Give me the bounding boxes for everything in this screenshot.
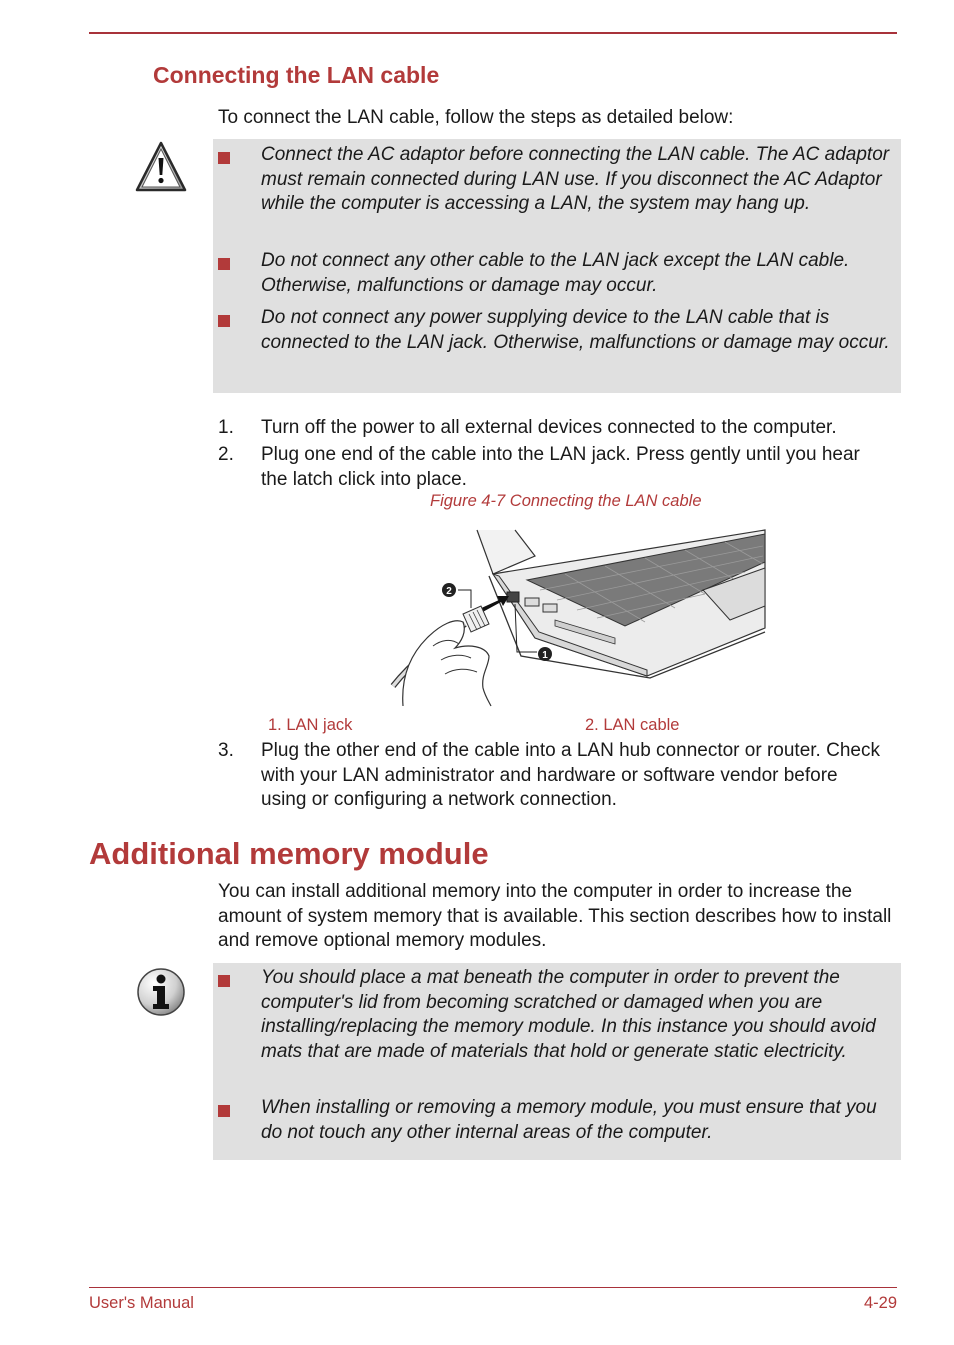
- bullet-square-icon: [218, 1105, 230, 1117]
- lan-cable-figure: [385, 528, 770, 713]
- warning-note-text: Do not connect any other cable to the LAN jack except the LAN cable. Otherwise, malfunctions or damage may occur.: [261, 250, 850, 296]
- memory-intro-paragraph: You can install additional memory into the computer in order to increase the amount of system memory that is available. This section describes how to install and remove optional memory modules.: [218, 881, 892, 951]
- warning-triangle-icon: [135, 140, 187, 200]
- bullet-square-icon: [218, 258, 230, 270]
- bullet-square-icon: [218, 975, 230, 987]
- bullet-square-icon: [218, 315, 230, 327]
- step-number: 1.: [218, 417, 234, 438]
- footer-page-number: 4-29: [863, 1294, 897, 1312]
- info-note-text: When installing or removing a memory module, you must ensure that you do not touch any other internal areas of the computer.: [261, 1097, 877, 1143]
- step-text: Plug one end of the cable into the LAN jack. Press gently until you hear the latch click into place.: [261, 444, 860, 490]
- bullet-square-icon: [218, 152, 230, 164]
- footer-manual-title: User's Manual: [89, 1294, 194, 1312]
- step-text: Turn off the power to all external devices connected to the computer.: [261, 417, 837, 438]
- figure-caption: Figure 4-7 Connecting the LAN cable: [430, 492, 702, 510]
- warning-note-box: [213, 139, 901, 393]
- footer-rule: [89, 1287, 897, 1288]
- warning-note-text: Do not connect any power supplying device to the LAN cable that is connected to the LAN jack. Otherwise, malfunctions or damage may occur.: [261, 307, 890, 353]
- step-number: 2.: [218, 444, 234, 465]
- section-heading: Connecting the LAN cable: [153, 62, 440, 88]
- callout-1-number: 1: [542, 650, 548, 661]
- intro-paragraph: To connect the LAN cable, follow the steps as detailed below:: [218, 107, 734, 128]
- step-number: 3.: [218, 740, 234, 761]
- warning-note-text: Connect the AC adaptor before connecting the LAN cable. The AC adaptor must remain connected during LAN use. If you disconnect the AC Adaptor while the computer is accessing a LAN, the system may hang up.: [261, 144, 890, 214]
- header-rule: [89, 32, 897, 34]
- info-note-text: You should place a mat beneath the computer in order to prevent the computer's lid from becoming scratched or damaged when you are installing/replacing the memory module. In this instance you should avoid mats that are made of materials that hold or generate static electricity.: [261, 967, 876, 1062]
- step-text: Plug the other end of the cable into a LAN hub connector or router. Check with your LAN administrator and hardware or software vendor before using or configuring a network connection.: [261, 740, 880, 810]
- figure-label-lan-cable: 2. LAN cable: [585, 716, 680, 734]
- info-icon: [135, 966, 187, 1023]
- figure-label-lan-jack: 1. LAN jack: [268, 716, 353, 734]
- callout-2-number: 2: [446, 586, 452, 597]
- info-note-box: [213, 963, 901, 1160]
- main-heading: Additional memory module: [89, 836, 489, 871]
